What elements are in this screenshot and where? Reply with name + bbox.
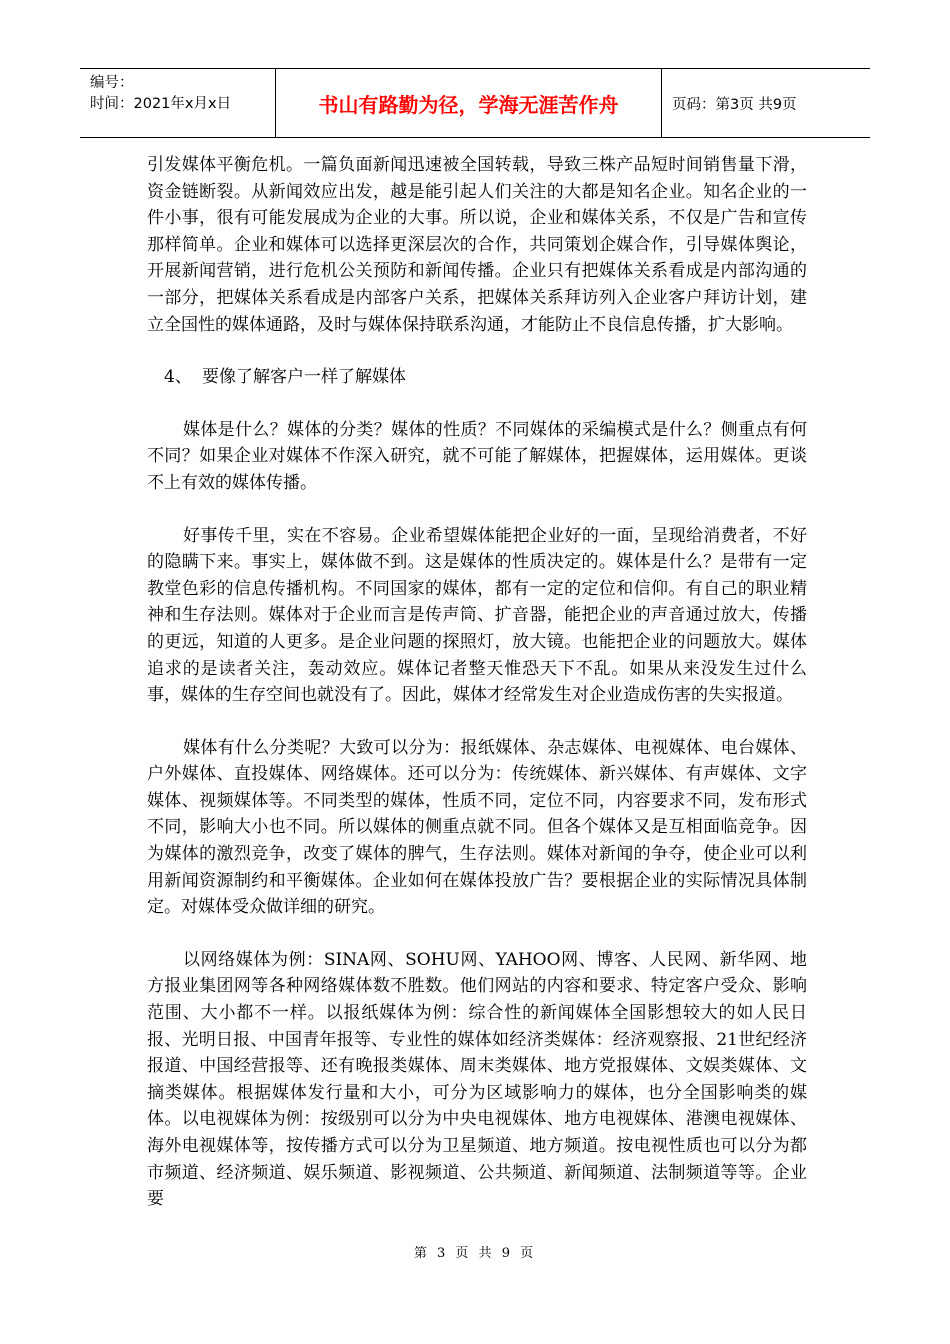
paragraph-3: 媒体有什么分类呢？大致可以分为：报纸媒体、杂志媒体、电视媒体、电台媒体、户外媒体、直投媒体、网络媒体。还可以分为：传统媒体、新兴媒体、有声媒体、文字媒体、视频媒体等。不同类型的媒体，性质不同，定位不同，内容要求不同，发布形式不同，影响大小也不同。所以媒体的侧重点就不同。但各个媒体又是互相面临竞争。因为媒体的激烈竞争，改变了媒体的脾气，生存法则。媒体对新闻的争夺，使企业可以利用新闻资源制约和平衡媒体。企业如何在媒体投放广告？要根据企业的实际情况具体制定。对媒体受众做详细的研究。	[147, 737, 807, 918]
header-page-cell	[662, 69, 870, 137]
footer-page-number: 第 3 页 共 9 页	[413, 1246, 537, 1261]
document-number-label: 编号：	[90, 75, 134, 91]
page-footer	[0, 1242, 950, 1261]
document-date-label: 时间：2021年x月x日	[90, 96, 232, 112]
document-body	[147, 152, 807, 1239]
section-number: 4、	[164, 367, 192, 388]
motto-text: 书山有路勤为径，学海无涯苦作舟	[318, 92, 619, 117]
paragraph-1: 媒体是什么？媒体的分类？媒体的性质？不同媒体的采编模式是什么？侧重点有何不同？如果企业对媒体不作深入研究，就不可能了解媒体，把握媒体，运用媒体。更谈不上有效的媒体传播。	[147, 419, 807, 493]
section-heading	[164, 364, 807, 391]
paragraph-intro: 引发媒体平衡危机。一篇负面新闻迅速被全国转载，导致三株产品短时间销售量下滑，资金链断裂。从新闻效应出发，越是能引起人们关注的大都是知名企业。知名企业的一件小事，很有可能发展成为企业的大事。所以说，企业和媒体关系，不仅是广告和宣传那样简单。企业和媒体可以选择更深层次的合作，共同策划企媒合作，引导媒体舆论，开展新闻营销，进行危机公关预防和新闻传播。企业只有把媒体关系看成是内部沟通的一部分，把媒体关系看成是内部客户关系，把媒体关系拜访列入企业客户拜访计划，建立全国性的媒体通路，及时与媒体保持联系沟通，才能防止不良信息传播，扩大影响。	[147, 155, 807, 335]
header-table	[80, 68, 870, 138]
header-motto-cell	[276, 69, 662, 137]
paragraph-2: 好事传千里，实在不容易。企业希望媒体能把企业好的一面，呈现给消费者，不好的隐瞒下来。事实上，媒体做不到。这是媒体的性质决定的。媒体是什么？是带有一定教堂色彩的信息传播机构。不同国家的媒体，都有一定的定位和信仰。有自己的职业精神和生存法则。媒体对于企业而言是传声筒、扩音器，能把企业的声音通过放大，传播的更远，知道的人更多。是企业问题的探照灯，放大镜。也能把企业的问题放大。媒体追求的是读者关注，轰动效应。媒体记者整天惟恐天下不乱。如果从来没发生过什么事，媒体的生存空间也就没有了。因此，媒体才经常发生对企业造成伤害的失实报道。	[147, 525, 807, 706]
header-meta-cell	[80, 69, 276, 137]
paragraph-4: 以网络媒体为例：SINA网、SOHU网、YAHOO网、博客、人民网、新华网、地方报业集团网等各种网络媒体数不胜数。他们网站的内容和要求、特定客户受众、影响范围、大小都不一样。以报纸媒体为例：综合性的新闻媒体全国影想较大的如人民日报、光明日报、中国青年报等、专业性的媒体如经济类媒体：经济观察报、21世纪经济报道、中国经营报等、还有晚报类媒体、周末类媒体、地方党报媒体、文娱类媒体、文摘类媒体。根据媒体发行量和大小，可分为区域影响力的媒体，也分全国影响类的媒体。以电视媒体为例：按级别可以分为中央电视媒体、地方电视媒体、港澳电视媒体、海外电视媒体等，按传播方式可以分为卫星频道、地方频道。按电视性质也可以分为都市频道、经济频道、娱乐频道、影视频道、公共频道、新闻频道、法制频道等等。企业要	[147, 949, 807, 1210]
header-page-info: 页码：第3页 共9页	[672, 96, 797, 113]
section-title: 要像了解客户一样了解媒体	[202, 367, 406, 388]
